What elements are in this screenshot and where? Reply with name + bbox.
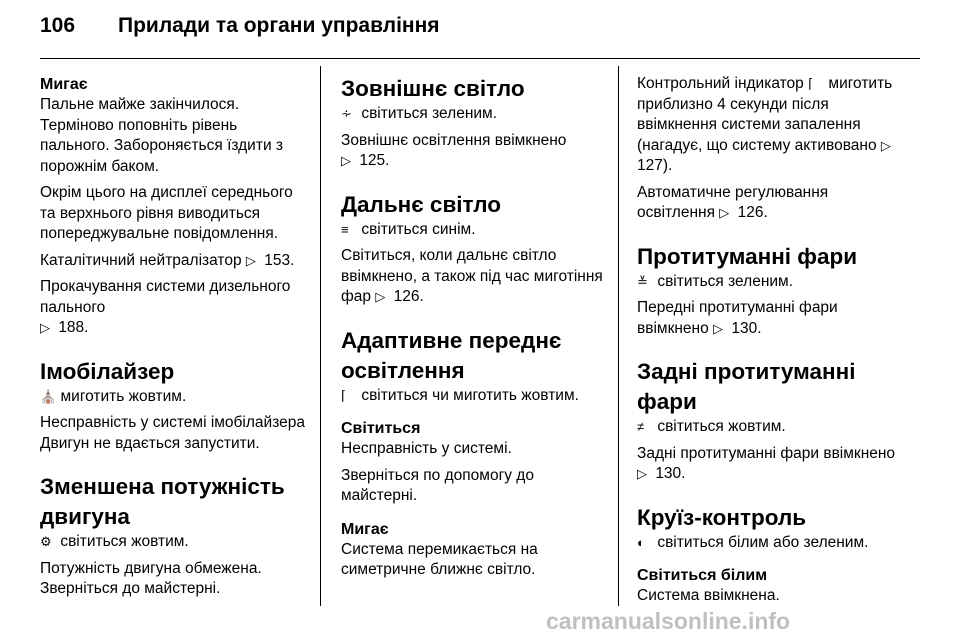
page-link[interactable]: 126.	[393, 288, 424, 305]
indicator-text: світиться жовтим.	[657, 418, 786, 435]
paragraph-text: Передні протитуманні фари ввімкнено	[637, 299, 838, 337]
section-heading: Задні протитуманні фари	[637, 359, 856, 414]
page-reference-arrow-icon: ▷	[713, 320, 724, 336]
paragraph	[637, 74, 905, 177]
indicator-line	[637, 272, 905, 293]
front-fog-icon: ≚	[637, 273, 648, 289]
paragraph-text: Зовнішнє освітлення ввімкнено	[341, 131, 567, 149]
paragraph: Несправність у системі.	[341, 440, 512, 457]
column-divider	[320, 66, 321, 606]
indicator-line	[40, 387, 308, 408]
watermark: carmanualsonline.info	[546, 608, 791, 634]
indicator-line	[40, 532, 308, 553]
page-link[interactable]: 188.	[58, 319, 89, 336]
speedometer-icon: ◐	[637, 534, 645, 550]
indicator-line	[341, 104, 609, 125]
paragraph: Потужність двигуна обмежена. Зверніться до майстерні.	[40, 559, 262, 597]
page-link[interactable]: 126.	[737, 204, 768, 221]
high-beam-icon: ≡	[341, 221, 349, 237]
paragraph	[40, 251, 308, 272]
indicator-text: миготить жовтим.	[60, 387, 187, 405]
indicator-text: світиться жовтим.	[60, 533, 189, 550]
page-link[interactable]: 130.	[655, 465, 686, 482]
paragraph	[40, 277, 308, 339]
paragraph	[637, 298, 905, 339]
rear-fog-icon: ≠	[637, 419, 645, 434]
page-reference-arrow-icon: ▷	[341, 153, 351, 168]
paragraph: Несправність у системі імобілайзера Двигун не вдається запустити.	[40, 414, 305, 452]
section-heading: Зовнішнє світло	[341, 76, 525, 101]
page-reference-arrow-icon: ▷	[880, 137, 891, 153]
side-lights-icon: ∻	[341, 106, 352, 121]
page-number: 106	[40, 14, 76, 37]
indicator-line	[341, 386, 609, 407]
paragraph: Пальне майже закінчилося. Терміново поповніть рівень пального. Забороняється їздити з порожнім баком.	[40, 96, 284, 175]
indicator-text: світиться чи миготить жовтим.	[361, 386, 579, 404]
indicator-text: світиться білим або зеленим.	[657, 533, 869, 551]
section-heading: Дальнє світло	[341, 191, 501, 217]
section-heading: Світиться білим	[637, 567, 768, 584]
paragraph: Система ввімкнена.	[637, 587, 780, 604]
page-link[interactable]: 127).	[637, 157, 673, 174]
page-reference-arrow-icon: ▷	[245, 252, 256, 268]
page-header	[40, 14, 920, 52]
paragraph-text: Каталітичний нейтралізатор	[40, 251, 242, 269]
section-heading: Зменшена потужність двигуна	[40, 474, 285, 529]
paragraph-text: Контрольний індикатор	[637, 75, 804, 92]
paragraph-text: Автоматичне регулювання освітлення	[637, 183, 829, 221]
adaptive-light-icon: ⌈	[341, 387, 347, 403]
section-heading: Імобілайзер	[40, 358, 175, 384]
page-reference-arrow-icon: ▷	[719, 205, 730, 220]
paragraph	[637, 444, 905, 485]
section-heading: Мигає	[341, 520, 389, 538]
paragraph: Система перемикається на симетричне ближнє світло.	[341, 540, 538, 578]
indicator-text: світиться зеленим.	[657, 272, 794, 290]
column-middle	[341, 74, 609, 587]
paragraph-text: Світиться, коли дальнє світло ввімкнено, а також під час миготіння фар	[341, 247, 603, 305]
paragraph-text: Прокачування системи дизельного пального	[40, 278, 291, 316]
indicator-line	[637, 417, 905, 438]
adaptive-light-icon: ⌈	[808, 76, 814, 91]
indicator-text: світиться синім.	[361, 220, 476, 238]
paragraph-text: миготить приблизно 4 секунди після ввімкнення системи запалення (нагадує, що систему активовано	[637, 75, 893, 154]
page-reference-arrow-icon: ▷	[637, 466, 647, 481]
paragraph: Зверніться по допомогу до майстерні.	[341, 466, 534, 504]
car-key-icon: ⛪	[40, 388, 57, 404]
page-reference-arrow-icon: ▷	[375, 289, 386, 304]
paragraph: Окрім цього на дисплеї середнього та верхнього рівня виводиться попереджувальне повідомлення.	[40, 184, 293, 242]
page-link[interactable]: 153.	[264, 251, 295, 269]
paragraph	[341, 246, 609, 308]
section-heading: Круїз-контроль	[637, 504, 807, 530]
indicator-line	[341, 220, 609, 241]
page-link[interactable]: 125.	[359, 152, 390, 169]
column-right	[637, 74, 905, 613]
indicator-line	[637, 533, 905, 554]
paragraph	[637, 183, 905, 224]
column-left	[40, 74, 308, 606]
page-link[interactable]: 130.	[731, 319, 762, 337]
paragraph	[341, 131, 609, 172]
page-reference-arrow-icon: ▷	[40, 320, 50, 335]
engine-icon: ⚙	[40, 534, 52, 549]
page-title: Прилади та органи управління	[118, 14, 440, 37]
paragraph-text: Задні протитуманні фари ввімкнено	[637, 444, 896, 462]
section-heading: Світиться	[341, 420, 421, 437]
section-heading: Мигає	[40, 76, 88, 93]
indicator-text: світиться зеленим.	[361, 105, 498, 122]
section-heading: Протитуманні фари	[637, 243, 858, 269]
header-rule	[40, 58, 920, 59]
column-divider	[618, 66, 619, 606]
section-heading: Адаптивне переднє освітлення	[341, 327, 562, 383]
